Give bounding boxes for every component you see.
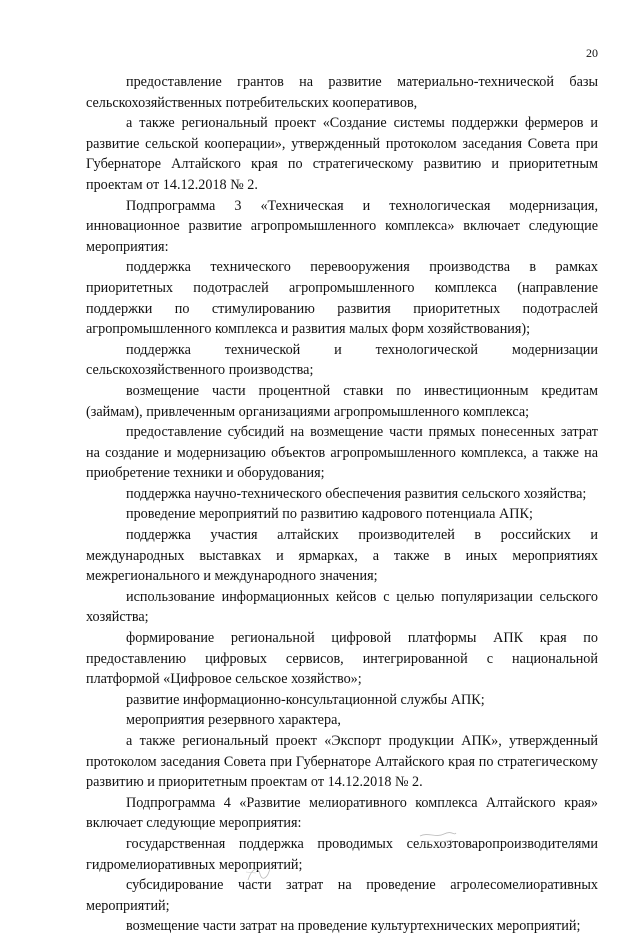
- list-item: возмещение части затрат на проведение культуртехнических мероприятий;: [126, 918, 581, 935]
- paragraph: а также региональный проект «Создание системы поддержки фермеров и развитие сельской кооперации», утвержденный протоколом заседания Совета при Губернаторе Алтайского края по стратегическому развитию и приоритетным проектам от 14.12.2018 № 2.: [86, 115, 598, 193]
- list-item: государственная поддержка проводимых сельхозтоваропроизводителями гидромелиоративных мероприятий;: [86, 835, 598, 873]
- paragraph: Подпрограмма 3 «Техническая и технологическая модернизация, инновационное развитие агропромышленного комплекса» включает следующие мероприятия:: [86, 197, 598, 255]
- list-item: поддержка участия алтайских производителей в российских и международных выставках и ярмарках, а также в иных мероприятиях межрегионального и международного значения;: [86, 527, 598, 585]
- list-item: предоставление субсидий на возмещение части прямых понесенных затрат на создание и модернизацию объектов агропромышленного комплекса, а также на приобретение техники и оборудования;: [86, 424, 598, 482]
- page-number: 20: [586, 46, 598, 60]
- list-item: использование информационных кейсов с целью популяризации сельского хозяйства;: [86, 588, 598, 626]
- list-item: проведение мероприятий по развитию кадрового потенциала АПК;: [126, 506, 533, 523]
- list-item: возмещение части процентной ставки по инвестиционным кредитам (займам), привлеченным организациями агропромышленного комплекса;: [86, 382, 598, 420]
- list-item: поддержка технической и технологической модернизации сельскохозяйственного производства;: [86, 341, 598, 379]
- list-item: развитие информационно-консультационной службы АПК;: [126, 691, 485, 708]
- body-text: [86, 72, 598, 937]
- list-item: субсидирование части затрат на проведение агролесомелиоративных мероприятий;: [86, 877, 598, 914]
- list-item: поддержка технического перевооружения производства в рамках приоритетных подотраслей агропромышленного комплекса (направление поддержки по стимулированию развития приоритетных подотраслей агропромышленного комплекса и развития малых форм хозяйствования);: [86, 259, 598, 338]
- paragraph: предоставление грантов на развитие материально-технической базы сельскохозяйственных потребительских кооперативов,: [86, 74, 598, 111]
- paragraph: Подпрограмма 4 «Развитие мелиоративного комплекса Алтайского края» включает следующие мероприятия:: [86, 794, 598, 832]
- list-item: формирование региональной цифровой платформы АПК края по предоставлению цифровых сервисов, интегрированной с национальной платформой «Цифровое сельское хозяйство»;: [86, 630, 598, 688]
- paragraph: а также региональный проект «Экспорт продукции АПК», утвержденный протоколом заседания Совета при Губернаторе Алтайского края по стратегическому развитию и приоритетным проектам от 14.12.2018 № 2.: [86, 733, 598, 791]
- list-item: поддержка научно-технического обеспечения развития сельского хозяйства;: [126, 485, 587, 502]
- list-item: мероприятия резервного характера,: [126, 712, 341, 729]
